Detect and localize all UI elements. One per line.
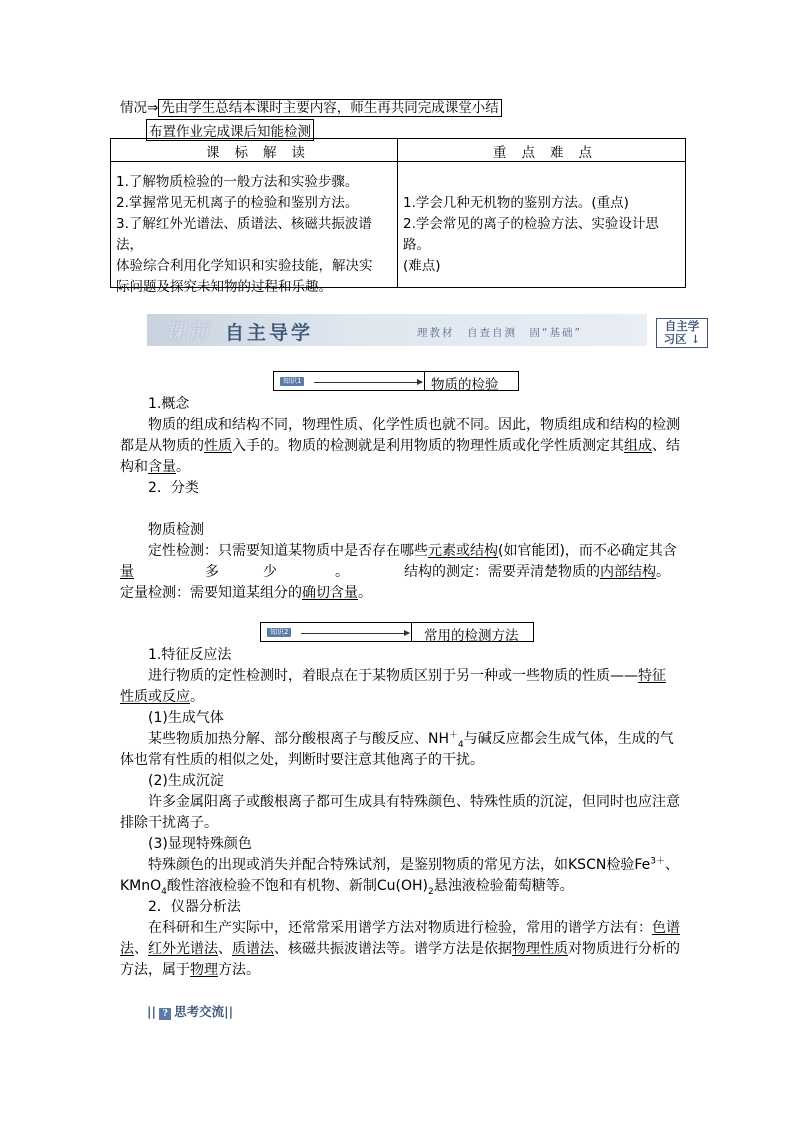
curriculum-item: 际问题及探究未知物的过程和乐趣。 <box>116 279 332 295</box>
classification-title: 物质检测 <box>148 522 204 538</box>
standards-table <box>110 138 686 295</box>
paragraph-text: 许多金属阳离子或酸根离子都可生成具有特殊颜色、特殊性质的沉淀，但同时也应注意 <box>148 794 680 810</box>
paragraph-text: 特殊颜色的出现或消失并配合特殊试剂，是鉴别物质的常见方法，如KSCN检验$Fe^{3+}$、 <box>148 856 679 873</box>
paragraph-text: 体也常有性质的相似之处，判断时要注意其他离子的干扰。 <box>120 752 484 768</box>
button-line: 自主学 <box>664 319 700 333</box>
banner-subtitle: 理教材 自查自测 固“基础” <box>417 327 582 339</box>
knowledge-pill: 知识2 <box>267 628 291 637</box>
spaced-char: 少 <box>263 564 277 580</box>
knowledge-title: 物质的检验 <box>431 377 499 393</box>
think-exchange-tag: || ? 思考交流|| <box>147 1004 234 1019</box>
homework-box: 布置作业完成课后知能检测 <box>146 119 314 141</box>
paragraph-text: 构和含量。 <box>120 459 190 475</box>
paragraph-text: 定性检测：只需要知道某物质中是否存在哪些元素或结构(如官能团)，而不必确定其含 <box>148 543 677 559</box>
subheading: (2)生成沉淀 <box>148 773 224 789</box>
subheading: (3)显现特殊颜色 <box>148 836 252 852</box>
paragraph-text: 性质或反应。 <box>120 689 204 705</box>
curriculum-item: 2.掌握常见无机离子的检验和鉴别方法。 <box>116 195 359 211</box>
key-point-item: 1.学会几种无机物的鉴别方法。(重点) <box>403 195 629 211</box>
key-point-item: 2.学会常见的离子的检验方法、实验设计思路。 <box>403 216 659 253</box>
subheading: 1.特征反应法 <box>148 647 232 663</box>
think-exchange-label: 思考交流 <box>174 1004 225 1019</box>
spaced-char: 多 <box>205 564 219 580</box>
curriculum-item: 3.了解红外光谱法、质谱法、核磁共振波谱法， <box>116 216 372 253</box>
button-line: 习区 ↓ <box>663 332 701 346</box>
banner-outline-title: 课前 <box>165 319 211 344</box>
paragraph-text: 在科研和生产实际中，还常常采用谱学方法对物质进行检验，常用的谱学方法有：色谱 <box>148 920 680 936</box>
summary-box: 先由学生总结本课时主要内容，师生再共同完成课堂小结 <box>158 99 502 117</box>
table-header-divider <box>111 161 685 162</box>
arrow-icon <box>314 382 422 383</box>
subheading: 1.概念 <box>148 396 190 412</box>
paragraph-text: 结构的测定：需要弄清楚物质的内部结构。 <box>404 564 670 580</box>
header-curriculum: 课标解读 <box>206 145 320 161</box>
tag-separator <box>411 623 412 641</box>
key-points-cell <box>403 193 685 277</box>
tag-separator <box>424 372 425 390</box>
question-icon: ? <box>159 1008 171 1020</box>
knowledge-tag-2 <box>260 622 534 642</box>
paragraph-text: 物质的组成和结构不同，物理性质、化学性质也就不同。因此，物质组成和结构的检测 <box>148 417 680 433</box>
header-key-points: 重点难点 <box>493 145 607 161</box>
curriculum-item: 1.了解物质检验的一般方法和实验步骤。 <box>116 174 359 190</box>
previous-section-line <box>120 96 502 116</box>
subheading: (1)生成气体 <box>148 710 224 726</box>
line-prefix: 情况⇒ <box>120 100 159 116</box>
paragraph-text: 某些物质加热分解、部分酸根离子与酸反应、$NH^+_4$与碱反应都会生成气体，生成的气 <box>148 730 674 750</box>
paragraph-text: KMnO$_4$酸性溶液检验不饱和有机物、新制$Cu(OH)_2$悬浊液检验葡萄糖等。 <box>120 878 574 897</box>
knowledge-pill: 知识1 <box>280 377 304 386</box>
subheading: 2．仪器分析法 <box>148 899 241 915</box>
blank-fill: 量 <box>120 564 134 580</box>
paragraph-text: 排除干扰离子。 <box>120 815 218 831</box>
knowledge-title: 常用的检测方法 <box>424 628 519 644</box>
arrow-icon <box>301 633 409 634</box>
section-banner <box>147 314 647 346</box>
key-point-item: (难点) <box>403 258 441 274</box>
subheading: 2．分类 <box>148 480 199 496</box>
paragraph-text: 方法，属于物理方法。 <box>120 962 260 978</box>
paragraph-text: 定量检测：需要知道某组分的确切含量。 <box>120 585 372 601</box>
spaced-char: 。 <box>335 564 349 580</box>
curriculum-item: 体验综合利用化学知识和实验技能，解决实 <box>116 258 373 274</box>
paragraph-text: 都是从物质的性质入手的。物质的检测就是利用物质的物理性质或化学性质测定其组成、结 <box>120 438 680 454</box>
paragraph-text: 进行物质的定性检测时，着眼点在于某物质区别于另一种或一些物质的性质——特征 <box>148 668 666 684</box>
self-study-button[interactable] <box>656 318 708 348</box>
paragraph-text: 法、红外光谱法、质谱法、核磁共振波谱法等。谱学方法是依据物理性质对物质进行分析的 <box>120 941 680 957</box>
banner-title: 自主导学 <box>225 322 314 344</box>
curriculum-cell <box>116 172 392 298</box>
knowledge-tag-1 <box>273 371 519 391</box>
